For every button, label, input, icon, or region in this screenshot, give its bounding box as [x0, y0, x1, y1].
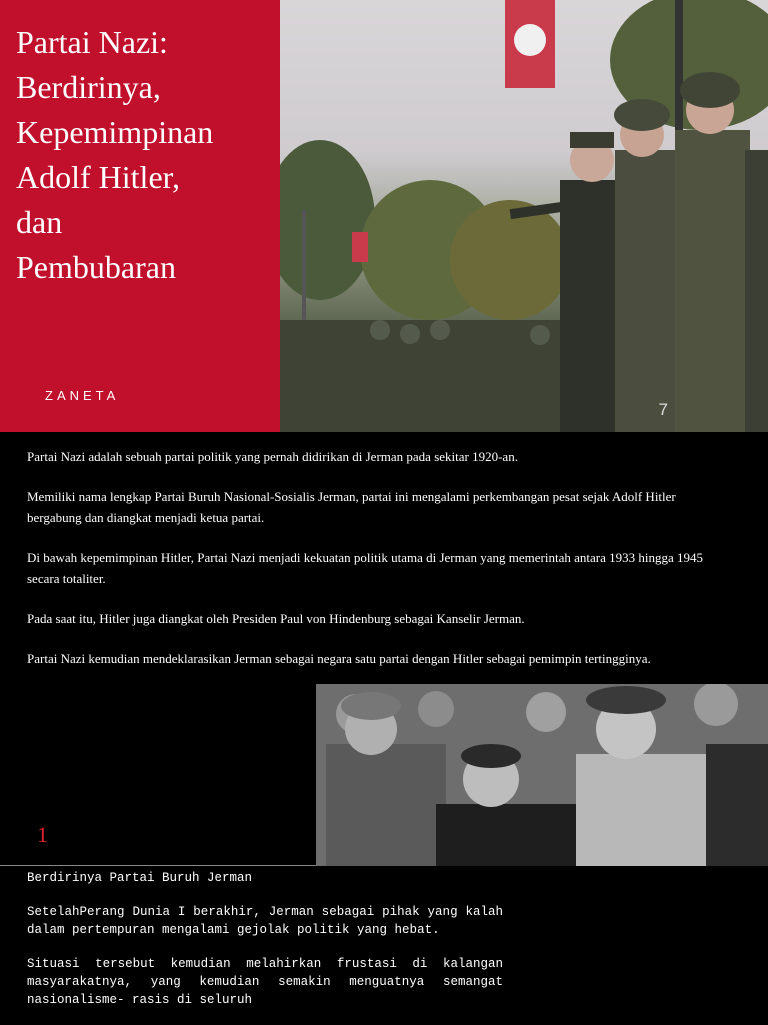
section-heading: Berdirinya Partai Buruh Jerman — [27, 871, 253, 885]
page-number: 1 — [37, 822, 48, 847]
meeting-photo — [316, 684, 768, 866]
paragraph: Di bawah kepemimpinan Hitler, Partai Nazi menjadi kekuatan politik utama di Jerman yang memerintah antara 1933 hingga 1945 secara totaliter. — [27, 550, 703, 586]
title-panel — [0, 0, 280, 432]
author-name: ZANETA — [45, 388, 120, 403]
page-title: Partai Nazi: Berdirinya, Kepemimpinan Adolf Hitler, dan Pembubaran — [16, 24, 214, 285]
divider — [0, 865, 316, 866]
paragraph: Partai Nazi kemudian mendeklarasikan Jerman sebagai negara satu partai dengan Hitler sebagai pemimpin tertingginya. — [27, 651, 651, 666]
paragraph: Partai Nazi adalah sebuah partai politik yang pernah didirikan di Jerman pada sekitar 1920-an. — [27, 449, 518, 464]
parade-photo — [280, 0, 768, 432]
photo-number: 7 — [658, 400, 668, 419]
parade-photo-illustration — [280, 0, 768, 432]
paragraph: Memiliki nama lengkap Partai Buruh Nasional-Sosialis Jerman, partai ini mengalami perkembangan pesat sejak Adolf Hitler bergabung dan diangkat menjadi ketua partai. — [27, 489, 676, 525]
paragraph: Pada saat itu, Hitler juga diangkat oleh Presiden Paul von Hindenburg sebagai Kanselir Jerman. — [27, 611, 525, 626]
section-paragraph: SetelahPerang Dunia I berakhir, Jerman sebagai pihak yang kalah dalam pertempuran mengalami gejolak politik yang hebat. — [27, 905, 503, 937]
intro-text — [27, 446, 727, 688]
meeting-photo-illustration — [316, 684, 768, 866]
section-paragraph: Situasi tersebut kemudian melahirkan frustasi di kalangan masyarakatnya, yang kemudian semakin menguatnya semangat nasionalisme- rasis di seluruh — [27, 957, 503, 1007]
section-berdirinya — [27, 869, 503, 1025]
